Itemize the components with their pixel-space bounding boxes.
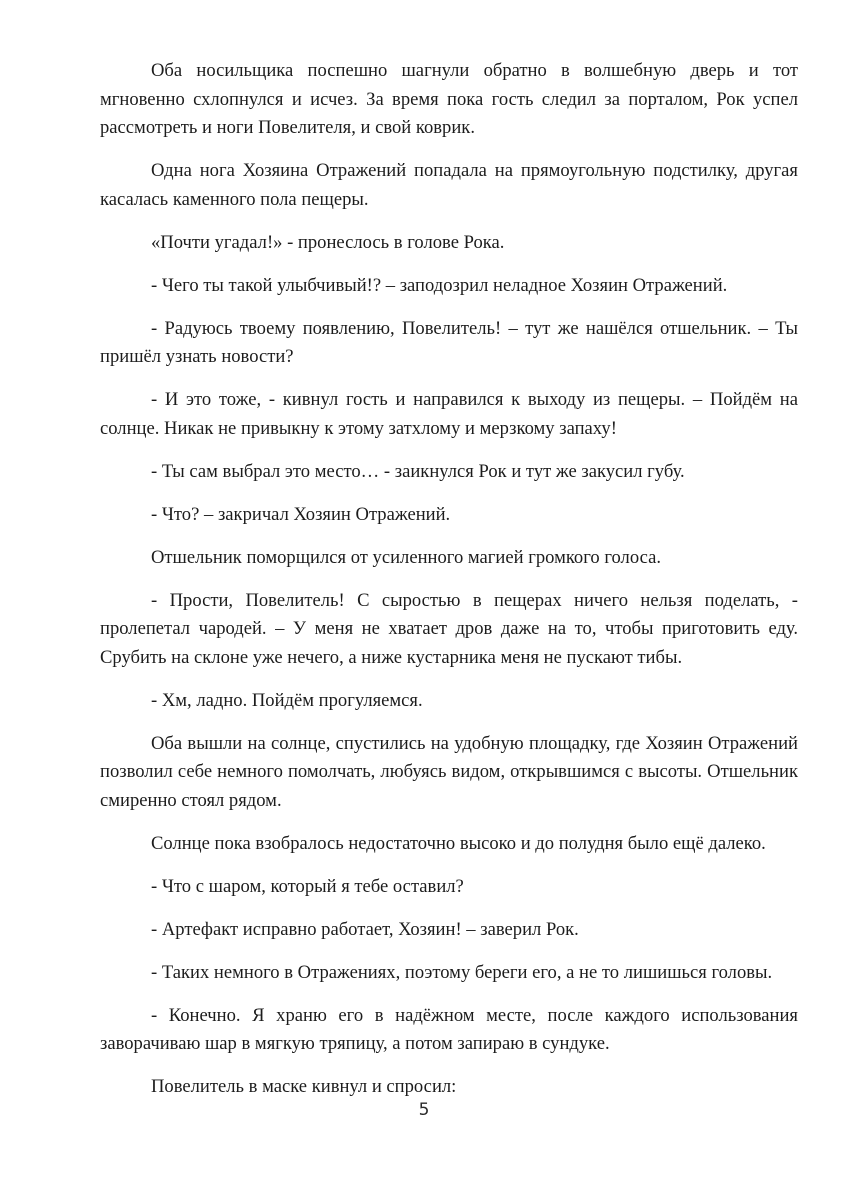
paragraph: - Хм, ладно. Пойдём прогуляемся. <box>151 689 423 711</box>
paragraph: Оба носильщика поспешно шагнули обратно в волшебную дверь и тот мгновенно схлопнулся и исчез. За время пока гость следил за порталом, Рок успел рассмотреть и ноги Повелителя, и свой коврик. <box>100 60 798 138</box>
body-text <box>100 57 798 1116</box>
paragraph: Повелитель в маске кивнул и спросил: <box>151 1076 457 1097</box>
paragraph: - Радуюсь твоему появлению, Повелитель! – тут же нашёлся отшельник. – Ты пришёл узнать новости? <box>100 317 798 367</box>
paragraph: Солнце пока взобралось недостаточно высоко и до полудня было ещё далеко. <box>151 832 766 854</box>
paragraph: Оба вышли на солнце, спустились на удобную площадку, где Хозяин Отражений позволил себе немного помолчать, любуясь видом, открывшимся с высоты. Отшельник смиренно стоял рядом. <box>100 732 798 811</box>
paragraph: «Почти угадал!» - пронеслось в голове Рока. <box>151 231 505 253</box>
paragraph: Одна нога Хозяина Отражений попадала на прямоугольную подстилку, другая касалась каменного пола пещеры. <box>100 160 798 210</box>
paragraph: - Что с шаром, который я тебе оставил? <box>151 875 464 897</box>
page-number: 5 <box>418 1100 430 1120</box>
paragraph: Отшельник поморщился от усиленного магией громкого голоса. <box>151 546 661 568</box>
paragraph: - Ты сам выбрал это место… - заикнулся Рок и тут же закусил губу. <box>151 460 685 482</box>
paragraph: - Чего ты такой улыбчивый!? – заподозрил неладное Хозяин Отражений. <box>151 274 728 296</box>
paragraph: - Прости, Повелитель! С сыростью в пещерах ничего нельзя поделать, - пролепетал чародей. – У меня не хватает дров даже на то, чтобы приготовить еду. Срубить на склоне уже нечего, а ниже кустарника меня не пускают тибы. <box>100 589 798 668</box>
paragraph: - Конечно. Я храню его в надёжном месте, после каждого использования заворачиваю шар в мягкую тряпицу, а потом запираю в сундуке. <box>100 1004 798 1054</box>
paragraph: - Что? – закричал Хозяин Отражений. <box>151 503 451 525</box>
paragraph: - Артефакт исправно работает, Хозяин! – заверил Рок. <box>151 918 579 940</box>
paragraph: - И это тоже, - кивнул гость и направился к выходу из пещеры. – Пойдём на солнце. Никак не привыкну к этому затхлому и мерзкому запаху! <box>100 389 798 439</box>
paragraph: - Таких немного в Отражениях, поэтому береги его, а не то лишишься головы. <box>151 961 773 983</box>
